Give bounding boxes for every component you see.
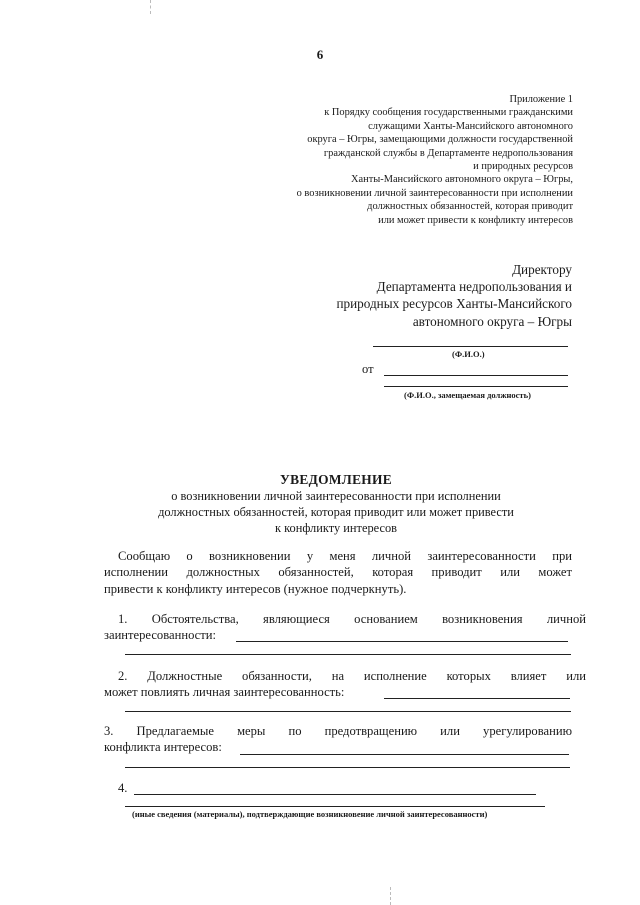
intro-line: Сообщаю о возникновении у меня личной заинтересованности при [118,549,572,563]
addressee-block [232,261,572,330]
item1-label: заинтересованности: [104,628,217,642]
intro-line: привести к конфликту интересов (нужное подчеркнуть). [104,581,407,596]
subtitle-line: о возникновении личной заинтересованности при исполнении [171,489,501,503]
intro-line: исполнении должностных обязанностей, которая приводит или может [104,565,572,580]
item3-input-line-1[interactable] [240,754,569,755]
subtitle-line: должностных обязанностей, которая приводит или может привести [158,504,514,519]
notice-subtitle [0,489,640,536]
appendix-line: или может привести к конфликту интересов [378,214,573,226]
item2-input-line-1[interactable] [384,698,570,699]
appendix-header [213,93,573,227]
item2-input-line-2[interactable] [125,711,571,712]
item3-input-line-2[interactable] [125,767,570,768]
intro-paragraph [104,548,572,597]
item4-input-line-2[interactable] [125,806,545,807]
item1-input-line-1[interactable] [236,641,568,642]
fold-mark-top [150,0,151,14]
fio-caption: (Ф.И.О.) [452,349,485,359]
addressee-line: Директору [512,262,572,277]
addressee-line: природных ресурсов Ханты-Мансийского [336,296,572,312]
appendix-line: служащими Ханты-Мансийского автономного [368,120,573,132]
item1-input-line-2[interactable] [125,654,571,655]
item4-caption: (иные сведения (материалы), подтверждающие возникновение личной заинтересованности) [132,809,488,819]
addressee-line: автономного округа – Югры [412,313,572,329]
item2-heading: 2. Должностные обязанности, на исполнение которых влияет или [118,669,586,683]
appendix-line: гражданской службы в Департаменте недропользования [323,147,573,159]
appendix-line: к Порядку сообщения государственными гражданскими [324,107,573,119]
from-caption: (Ф.И.О., замещаемая должность) [404,390,531,400]
item4-input-line-1[interactable] [134,794,536,795]
fold-mark-bottom [390,887,391,905]
notice-title: УВЕДОМЛЕНИЕ [280,472,392,487]
item4-label: 4. [118,781,128,795]
item3-heading: 3. Предлагаемые меры по предотвращению или урегулированию [104,724,572,738]
addressee-line: Департамента недропользования и [376,279,572,295]
sender-position-field[interactable] [384,386,568,387]
director-name-field[interactable] [373,346,568,347]
item3-label: конфликта интересов: [104,740,222,754]
appendix-line: округа – Югры, замещающими должности государственной [307,134,573,146]
from-label: от [362,362,374,376]
sender-name-field[interactable] [384,375,568,376]
appendix-line: должностных обязанностей, которая приводит [367,201,573,213]
appendix-line: о возникновении личной заинтересованности при исполнении [296,187,573,199]
page-number: 6 [316,47,324,62]
item2-label: может повлиять личная заинтересованность: [104,685,345,699]
appendix-line: Ханты-Мансийского автономного округа – Югры, [351,174,573,186]
subtitle-line: к конфликту интересов [275,520,397,535]
item1-heading: 1. Обстоятельства, являющиеся основанием возникновения личной [118,612,586,626]
appendix-line: и природных ресурсов [473,161,573,173]
appendix-line: Приложение 1 [509,94,573,105]
